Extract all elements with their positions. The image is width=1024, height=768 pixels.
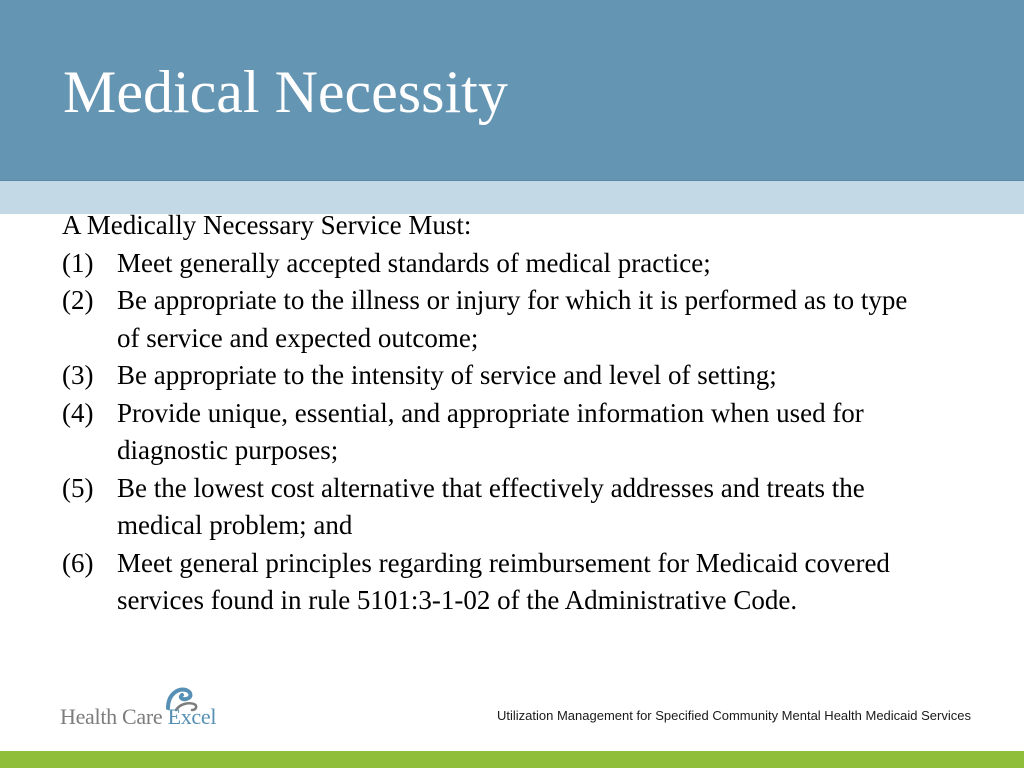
item-text: Be the lowest cost alternative that effectively addresses and treats the medical problem; and [117,472,865,540]
list-item [62,245,922,283]
bottom-bar [0,751,1024,768]
item-number: (3) [62,360,94,390]
list-item [62,357,922,395]
title-band [0,0,1024,181]
logo-name-part1: Health Care [60,704,163,729]
item-number: (1) [62,247,94,278]
item-text: Provide unique, essential, and appropriate information when used for diagnostic purposes; [117,397,864,465]
slide-title: Medical Necessity [63,59,508,125]
criteria-list [62,245,922,620]
logo-name-part2: Excel [167,704,217,729]
footer-caption: Utilization Management for Specified Community Mental Health Medicaid Services [497,708,971,723]
item-number: (6) [62,547,94,578]
item-text: Be appropriate to the intensity of service and level of setting; [117,360,777,390]
intro-text: A Medically Necessary Service Must: [62,210,472,240]
item-number: (5) [62,472,94,503]
item-text: Be appropriate to the illness or injury for which it is performed as to type of service and expected outcome; [117,285,908,353]
item-number: (4) [62,397,94,428]
slide-body [62,207,922,620]
list-item [62,395,922,470]
list-item [62,282,922,357]
health-care-excel-logo [60,686,250,734]
item-text: Meet general principles regarding reimbursement for Medicaid covered services found in rule 5101:3-1-02 of the Administrative Code. [117,547,890,615]
item-number: (2) [62,285,94,315]
item-text: Meet generally accepted standards of medical practice; [117,247,711,278]
list-item [62,545,922,620]
list-item [62,470,922,545]
